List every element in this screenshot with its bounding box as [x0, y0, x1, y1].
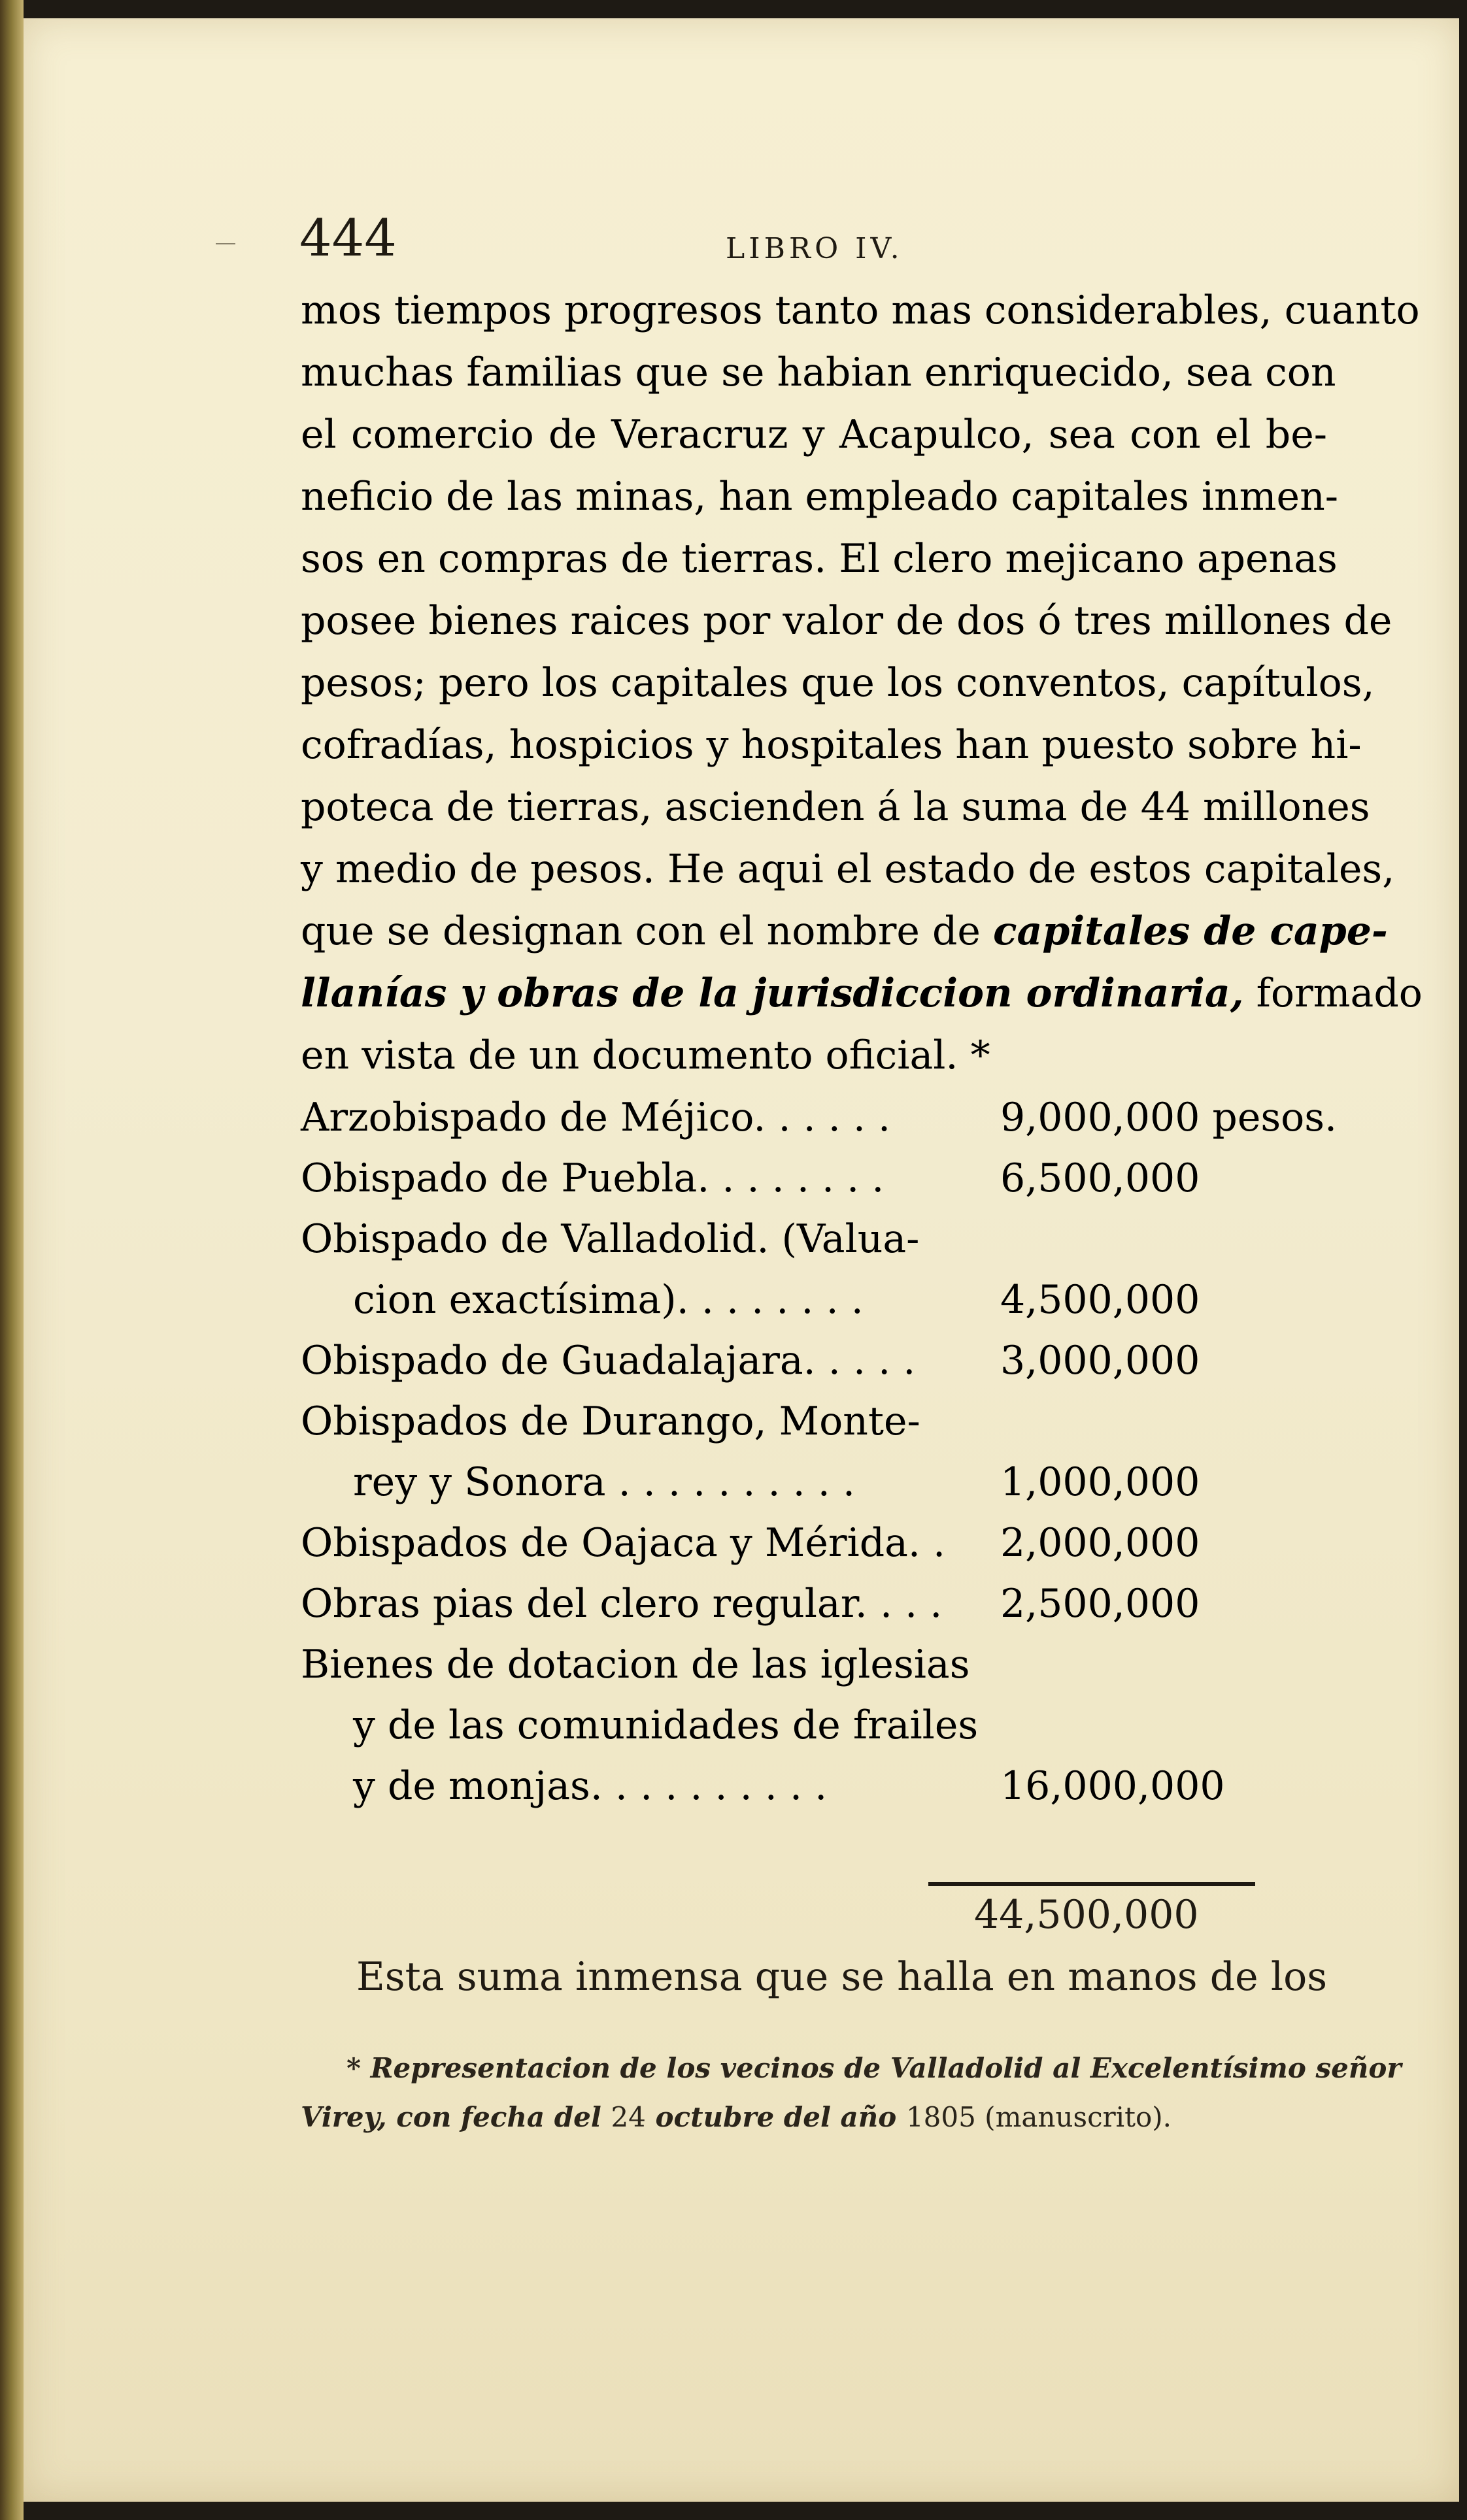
- paragraph-line: cofradías, hospicios y hospitales han puesto sobre hi-: [301, 722, 1362, 768]
- line-text: que se designan con el nombre de: [301, 908, 993, 954]
- paragraph-line: muchas familias que se habian enriquecido, sea con: [301, 350, 1336, 395]
- main-paragraph: [301, 288, 1423, 1095]
- table-row: [301, 1702, 1360, 1763]
- row-label: Arzobispado de Méjico. . . . . .: [301, 1095, 891, 1140]
- margin-dash: [216, 243, 235, 244]
- footnote-text: Virey, con fecha del: [301, 2101, 611, 2133]
- footnote-day: 24: [611, 2101, 646, 2133]
- italic-term: llanías y obras de la jurisdiccion ordinaria,: [301, 970, 1244, 1016]
- footnote-year: 1805: [905, 2101, 976, 2133]
- line-text: formado: [1243, 970, 1423, 1016]
- table-row: [301, 1763, 1360, 1824]
- paragraph-line: sos en compras de tierras. El clero mejicano apenas: [301, 536, 1338, 582]
- paragraph-line: [301, 908, 1388, 970]
- paragraph-line: [301, 970, 1423, 1033]
- table-total: 44,500,000: [974, 1892, 1199, 1938]
- table-row: [301, 1399, 1360, 1459]
- table-row: [301, 1216, 1360, 1277]
- row-value: 16,000,000: [1000, 1763, 1225, 1809]
- italic-term: capitales de cape-: [992, 908, 1388, 954]
- table-row: [301, 1520, 1360, 1581]
- row-label: y de las comunidades de frailes: [353, 1702, 979, 1748]
- footnote-text: (manuscrito).: [975, 2101, 1172, 2133]
- table-row: [301, 1642, 1360, 1702]
- row-label: rey y Sonora . . . . . . . . . .: [353, 1459, 856, 1505]
- row-label: Bienes de dotacion de las iglesias: [301, 1642, 970, 1687]
- paragraph-line: en vista de un documento oficial. *: [301, 1033, 990, 1078]
- footnote-text: octubre del año: [645, 2101, 906, 2133]
- row-value: 6,500,000: [1000, 1155, 1200, 1201]
- capitals-table: [301, 1095, 1360, 1824]
- row-value: 3,000,000: [1000, 1338, 1200, 1384]
- row-label: Obispados de Durango, Monte-: [301, 1399, 920, 1444]
- paragraph-line: el comercio de Veracruz y Acapulco, sea con el be-: [301, 412, 1327, 457]
- row-value: 1,000,000: [1000, 1459, 1200, 1505]
- row-value: 9,000,000 pesos.: [1000, 1095, 1338, 1140]
- row-label: cion exactísima). . . . . . . .: [353, 1277, 864, 1323]
- paragraph-line: posee bienes raices por valor de dos ó tres millones de: [301, 598, 1392, 644]
- table-row: [301, 1338, 1360, 1399]
- table-row: [301, 1277, 1360, 1338]
- paragraph-line: poteca de tierras, ascienden á la suma de 44 millones: [301, 784, 1370, 830]
- table-row: [301, 1581, 1360, 1642]
- paragraph-line: y medio de pesos. He aqui el estado de estos capitales,: [301, 846, 1395, 892]
- closing-line: Esta suma inmensa que se halla en manos de los: [356, 1954, 1327, 2000]
- paragraph-line: mos tiempos progresos tanto mas considerables, cuanto: [301, 288, 1420, 333]
- row-value: 2,000,000: [1000, 1520, 1200, 1566]
- book-gutter: [0, 0, 24, 2520]
- table-row: [301, 1095, 1360, 1155]
- row-label: Obispados de Oajaca y Mérida. .: [301, 1520, 946, 1566]
- row-label: Obispado de Valladolid. (Valua-: [301, 1216, 920, 1262]
- row-label: Obispado de Guadalajara. . . . .: [301, 1338, 916, 1384]
- row-value: 2,500,000: [1000, 1581, 1200, 1627]
- table-row: [301, 1155, 1360, 1216]
- running-title: LIBRO IV.: [726, 232, 903, 265]
- paragraph-line: neficio de las minas, han empleado capitales inmen-: [301, 474, 1338, 520]
- total-rule: [928, 1882, 1255, 1886]
- paragraph-line: pesos; pero los capitales que los conventos, capítulos,: [301, 660, 1375, 706]
- page-number: 444: [299, 209, 397, 268]
- row-label: y de monjas. . . . . . . . . .: [353, 1763, 828, 1809]
- row-value: 4,500,000: [1000, 1277, 1200, 1323]
- table-row: [301, 1459, 1360, 1520]
- footnote-line-1: * Representacion de los vecinos de Valladolid al Excelentísimo señor: [346, 2052, 1402, 2084]
- row-label: Obras pias del clero regular. . . .: [301, 1581, 943, 1627]
- row-label: Obispado de Puebla. . . . . . . .: [301, 1155, 885, 1201]
- footnote-line-2: [301, 2101, 1172, 2133]
